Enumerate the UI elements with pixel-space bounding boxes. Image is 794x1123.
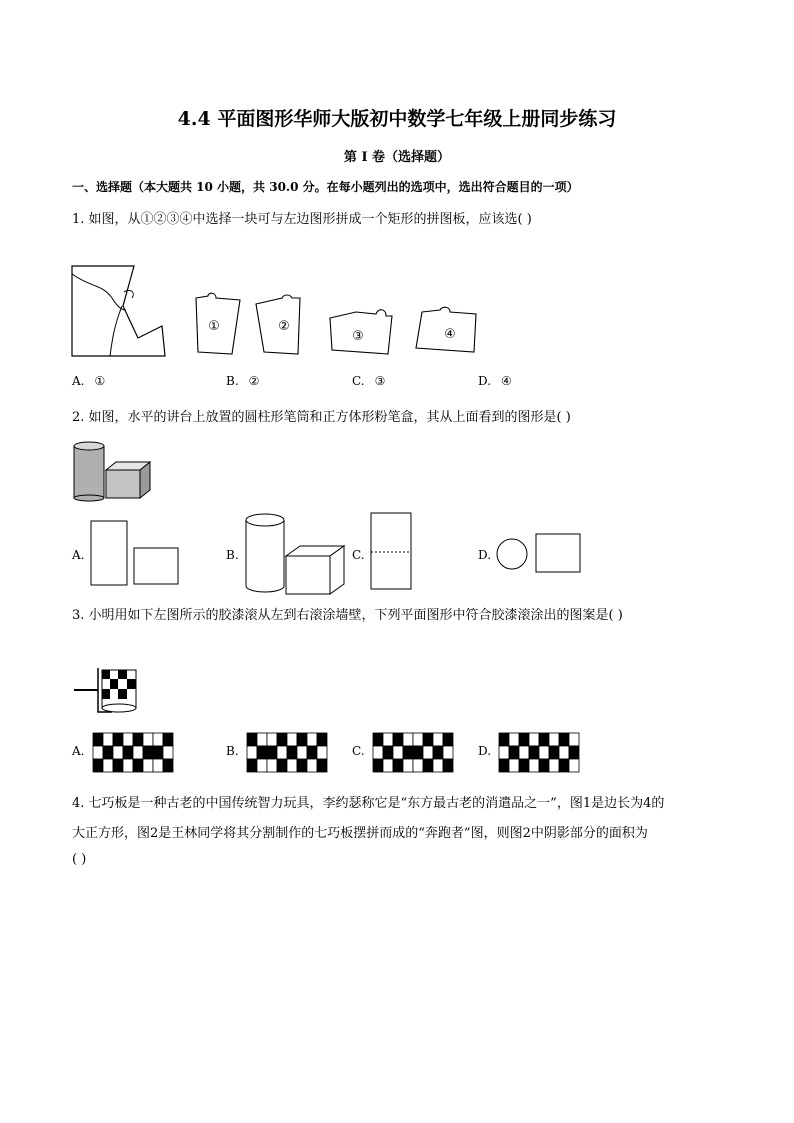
pattern-cell [519, 746, 529, 759]
pattern-cell [393, 746, 403, 759]
pattern-cell [123, 759, 133, 772]
q3-option-d-pattern [498, 732, 580, 774]
pattern-cell [393, 733, 403, 746]
pattern-cell [559, 733, 569, 746]
pattern-cell [383, 759, 393, 772]
pattern-cell [143, 759, 153, 772]
q1-piece-2-label: ② [278, 319, 290, 334]
pattern-cell [499, 746, 509, 759]
q2-option-d-figure [496, 532, 586, 576]
pattern-cell [393, 759, 403, 772]
pattern-cell [247, 733, 257, 746]
question-4-stem-line-3: ( ) [72, 852, 87, 867]
page-subtitle: 第 I 卷（选择题） [343, 150, 451, 165]
pattern-cell [93, 759, 103, 772]
q1-piece-4-label: ④ [444, 327, 456, 342]
pattern-cell [103, 746, 113, 759]
pattern-cell [509, 733, 519, 746]
pattern-cell [559, 759, 569, 772]
q3-paint-roller-figure [72, 664, 142, 716]
pattern-cell [297, 759, 307, 772]
pattern-cell [539, 759, 549, 772]
pattern-cell [133, 733, 143, 746]
q3-option-b[interactable]: B. [226, 744, 239, 758]
q1-piece-3-label: ③ [352, 329, 364, 344]
pattern-cell [307, 746, 317, 759]
pattern-cell [267, 746, 277, 759]
pattern-cell [257, 746, 267, 759]
pattern-cell [287, 746, 297, 759]
pattern-cell [403, 759, 413, 772]
question-4-stem-line-1: 4. 七巧板是一种古老的中国传统智力玩具，李约瑟称它是“东方最古老的消遣品之一”，图1是边长为4的 [72, 796, 665, 811]
pattern-cell [93, 733, 103, 746]
pattern-cell [413, 746, 423, 759]
question-4-stem-line-2: 大正方形，图2是王林同学将其分割制作的七巧板摆拼而成的“奔跑者”图，则图2中阴影部分的面积为 [72, 826, 648, 841]
pattern-cell [529, 746, 539, 759]
q1-option-d[interactable]: D. ④ [478, 374, 512, 388]
pattern-cell [153, 733, 163, 746]
pattern-cell [93, 746, 103, 759]
pattern-cell [297, 733, 307, 746]
pattern-cell [433, 759, 443, 772]
pattern-cell [123, 733, 133, 746]
pattern-cell [539, 733, 549, 746]
q3-option-d[interactable]: D. [478, 744, 492, 758]
pattern-cell [297, 746, 307, 759]
pattern-cell [403, 733, 413, 746]
pattern-cell [163, 733, 173, 746]
q2-option-c-figure [370, 512, 414, 592]
pattern-cell [443, 759, 453, 772]
pattern-cell [307, 759, 317, 772]
pattern-cell [383, 746, 393, 759]
question-1-stem: 1. 如图，从①②③④中选择一块可与左边图形拼成一个矩形的拼图板，应该选( ) [72, 212, 532, 227]
pattern-cell [529, 733, 539, 746]
q3-option-a[interactable]: A. [72, 744, 85, 758]
q1-piece-3 [328, 310, 394, 356]
pattern-cell [257, 759, 267, 772]
pattern-cell [113, 746, 123, 759]
pattern-cell [143, 733, 153, 746]
question-2-stem: 2. 如图，水平的讲台上放置的圆柱形笔筒和正方体形粉笔盒，其从上面看到的图形是( ) [72, 410, 571, 425]
q1-option-b[interactable]: B. ② [226, 374, 260, 388]
pattern-cell [423, 759, 433, 772]
pattern-cell [549, 746, 559, 759]
pattern-cell [423, 733, 433, 746]
pattern-cell [403, 746, 413, 759]
pattern-cell [247, 759, 257, 772]
q2-cylinder-and-box-figure [72, 438, 154, 502]
pattern-cell [433, 733, 443, 746]
q1-puzzle-board [72, 266, 172, 360]
pattern-cell [519, 733, 529, 746]
section-heading: 一、选择题（本大题共 10 小题，共 30.0 分。在每小题列出的选项中，选出符合题目的一项） [72, 180, 579, 194]
q2-option-b[interactable]: B. [226, 548, 239, 562]
pattern-cell [267, 733, 277, 746]
pattern-cell [569, 759, 579, 772]
pattern-cell [529, 759, 539, 772]
pattern-cell [539, 746, 549, 759]
q2-option-a-figure [90, 520, 182, 586]
pattern-cell [307, 733, 317, 746]
q1-piece-1 [194, 294, 244, 358]
pattern-cell [153, 759, 163, 772]
q1-option-c[interactable]: C. ③ [352, 374, 386, 388]
q3-option-b-pattern [246, 732, 328, 774]
pattern-cell [373, 759, 383, 772]
pattern-cell [549, 733, 559, 746]
q2-option-d[interactable]: D. [478, 548, 492, 562]
pattern-cell [163, 746, 173, 759]
pattern-cell [519, 759, 529, 772]
pattern-cell [287, 733, 297, 746]
q2-option-a[interactable]: A. [72, 548, 85, 562]
pattern-cell [317, 759, 327, 772]
pattern-cell [499, 733, 509, 746]
pattern-cell [373, 733, 383, 746]
pattern-cell [317, 746, 327, 759]
q2-option-c[interactable]: C. [352, 548, 365, 562]
pattern-cell [277, 746, 287, 759]
pattern-cell [383, 733, 393, 746]
pattern-cell [443, 746, 453, 759]
q3-option-a-pattern [92, 732, 174, 774]
pattern-cell [133, 746, 143, 759]
pattern-cell [277, 733, 287, 746]
pattern-cell [569, 733, 579, 746]
pattern-cell [257, 733, 267, 746]
pattern-cell [413, 733, 423, 746]
q2-option-b-figure [244, 512, 348, 596]
q1-piece-2 [254, 294, 304, 358]
pattern-cell [123, 746, 133, 759]
q3-option-c[interactable]: C. [352, 744, 365, 758]
pattern-cell [103, 759, 113, 772]
pattern-cell [433, 746, 443, 759]
pattern-cell [267, 759, 277, 772]
pattern-cell [423, 746, 433, 759]
pattern-cell [499, 759, 509, 772]
pattern-cell [153, 746, 163, 759]
pattern-cell [317, 733, 327, 746]
q1-piece-1-label: ① [208, 319, 220, 334]
pattern-cell [113, 759, 123, 772]
pattern-cell [113, 733, 123, 746]
pattern-cell [247, 746, 257, 759]
pattern-cell [443, 733, 453, 746]
pattern-cell [509, 759, 519, 772]
q1-piece-4 [414, 308, 478, 356]
pattern-cell [509, 746, 519, 759]
question-3-stem: 3. 小明用如下左图所示的胶漆滚从左到右滚涂墙壁，下列平面图形中符合胶漆滚涂出的图案是( ) [72, 608, 623, 623]
pattern-cell [569, 746, 579, 759]
page-title: 4.4 平面图形华师大版初中数学七年级上册同步练习 [177, 108, 617, 130]
pattern-cell [413, 759, 423, 772]
q3-option-c-pattern [372, 732, 454, 774]
pattern-cell [133, 759, 143, 772]
pattern-cell [559, 746, 569, 759]
pattern-cell [373, 746, 383, 759]
pattern-cell [143, 746, 153, 759]
pattern-cell [277, 759, 287, 772]
pattern-cell [287, 759, 297, 772]
q1-option-a[interactable]: A. ① [72, 374, 106, 388]
pattern-cell [103, 733, 113, 746]
pattern-cell [549, 759, 559, 772]
pattern-cell [163, 759, 173, 772]
